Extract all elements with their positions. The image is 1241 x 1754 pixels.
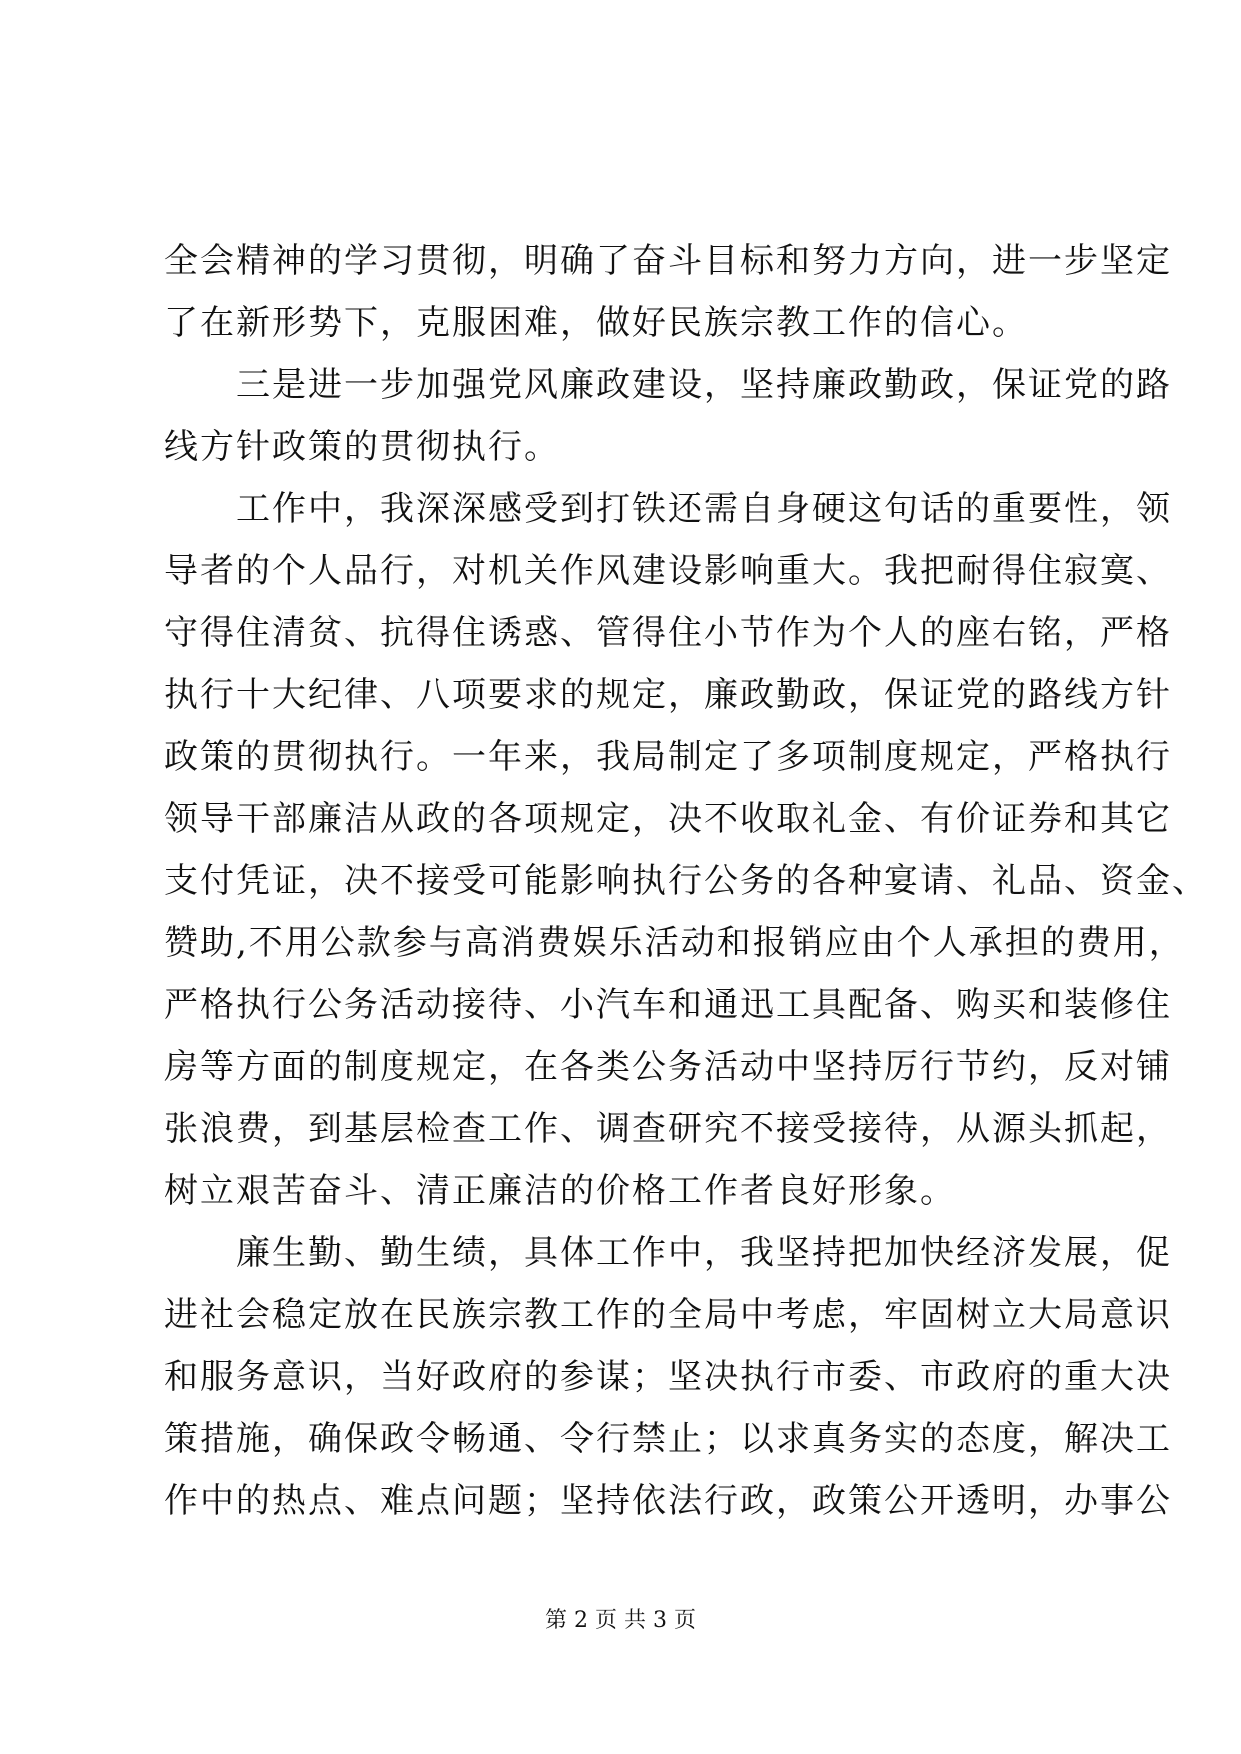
text-line: 领导干部廉洁从政的各项规定，决不收取礼金、有价证券和其它	[164, 799, 1172, 839]
text-line: 张浪费，到基层检查工作、调查研究不接受接待，从源头抓起，	[164, 1109, 1172, 1149]
text-line: 房等方面的制度规定，在各类公务活动中坚持厉行节约，反对铺	[164, 1047, 1172, 1087]
text-line: 执行十大纪律、八项要求的规定，廉政勤政，保证党的路线方针	[164, 675, 1172, 715]
text-line: 作中的热点、难点问题；坚持依法行政，政策公开透明，办事公	[164, 1481, 1172, 1521]
text-line: 守得住清贫、抗得住诱惑、管得住小节作为个人的座右铭，严格	[164, 613, 1172, 653]
text-line: 廉生勤、勤生绩，具体工作中，我坚持把加快经济发展，促	[236, 1233, 1172, 1273]
text-line: 工作中，我深深感受到打铁还需自身硬这句话的重要性，领	[236, 489, 1172, 529]
text-line: 线方针政策的贯彻执行。	[164, 427, 560, 467]
text-line: 支付凭证，决不接受可能影响执行公务的各种宴请、礼品、资金、	[164, 861, 1208, 901]
text-line: 三是进一步加强党风廉政建设，坚持廉政勤政，保证党的路	[236, 365, 1172, 405]
text-line: 全会精神的学习贯彻，明确了奋斗目标和努力方向，进一步坚定	[164, 241, 1172, 281]
text-line: 导者的个人品行，对机关作风建设影响重大。我把耐得住寂寞、	[164, 551, 1172, 591]
page-footer: 第 2 页 共 3 页	[545, 1608, 696, 1633]
text-line: 赞助,不用公款参与高消费娱乐活动和报销应由个人承担的费用，	[164, 923, 1185, 963]
text-line: 策措施，确保政令畅通、令行禁止；以求真务实的态度，解决工	[164, 1419, 1172, 1459]
text-line: 和服务意识，当好政府的参谋；坚决执行市委、市政府的重大决	[164, 1357, 1172, 1397]
text-line: 树立艰苦奋斗、清正廉洁的价格工作者良好形象。	[164, 1171, 956, 1211]
text-line: 严格执行公务活动接待、小汽车和通迅工具配备、购买和装修住	[164, 985, 1172, 1025]
body-text	[164, 230, 1208, 1532]
text-line: 进社会稳定放在民族宗教工作的全局中考虑，牢固树立大局意识	[164, 1295, 1172, 1335]
text-line: 政策的贯彻执行。一年来，我局制定了多项制度规定，严格执行	[164, 737, 1172, 777]
text-line: 了在新形势下，克服困难，做好民族宗教工作的信心。	[164, 303, 1028, 343]
